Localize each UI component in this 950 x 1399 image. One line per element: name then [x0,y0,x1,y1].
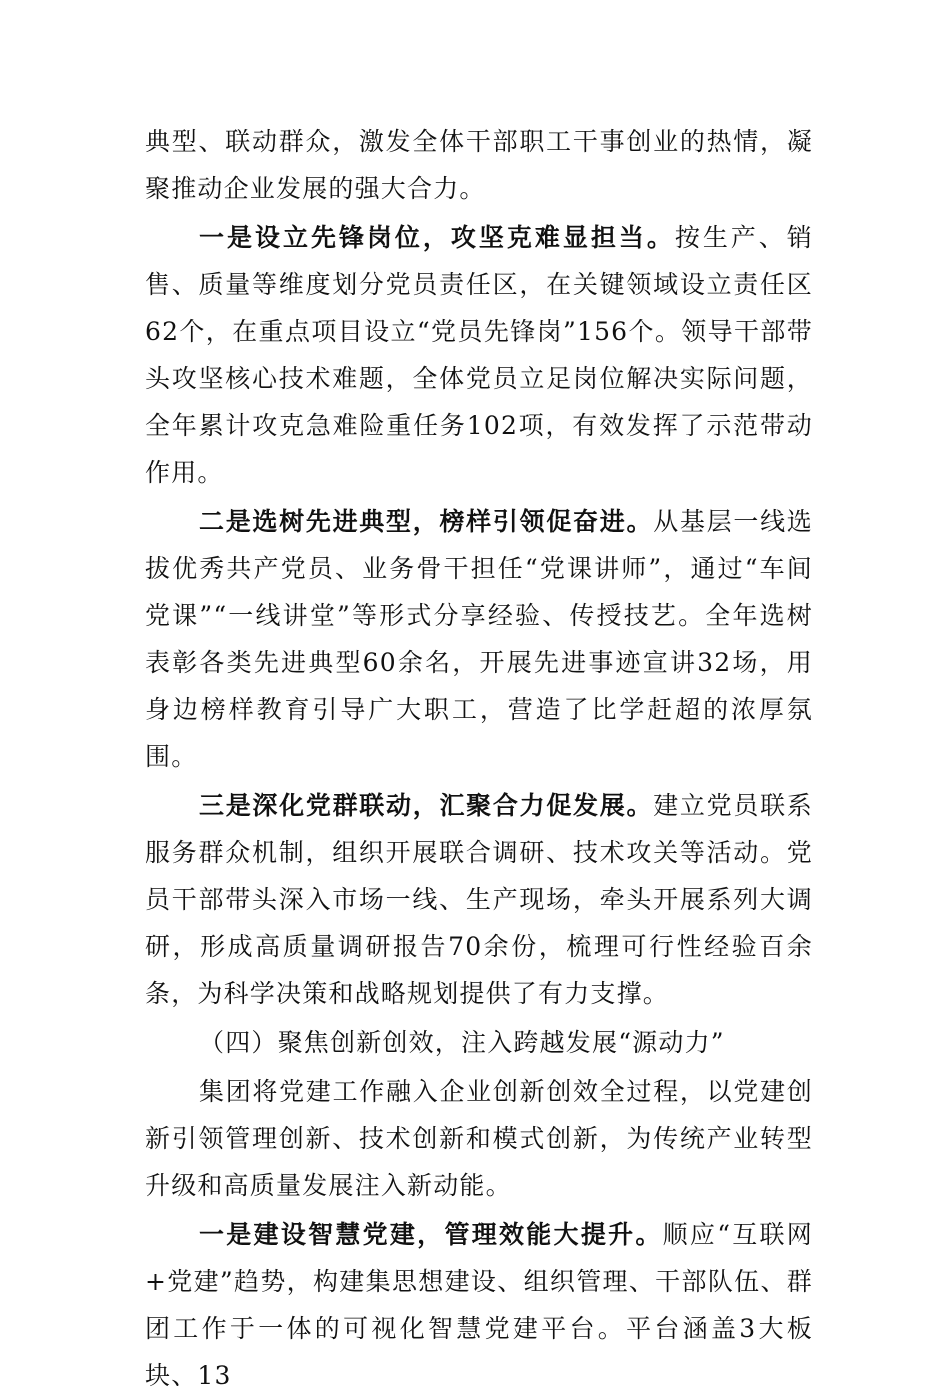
paragraph-lead: 三是深化党群联动，汇聚合力促发展。 [199,791,654,820]
paragraph-continuation [145,118,813,212]
paragraph-text: 顺应“互联网+党建”趋势，构建集思想建设、组织管理、干部队伍、群团工作于一体的可视化智慧党建平台。平台涵盖3大板块、13 [145,1220,814,1390]
paragraph-smart-party-building [145,1211,813,1399]
paragraph-text: 建立党员联系服务群众机制，组织开展联合调研、技术攻关等活动。党员干部带头深入市场一线、生产现场，牵头开展系列大调研，形成高质量调研报告70余份，梳理可行性经验百余条，为科学决策和战略规划提供了有力支撑。 [145,791,814,1008]
paragraph-lead: 一是设立先锋岗位，攻坚克难显担当。 [199,223,675,252]
paragraph-lead: 一是建设智慧党建，管理效能大提升。 [199,1220,663,1249]
paragraph-innovation-intro [145,1068,813,1209]
section-heading-text: （四）聚焦创新创效，注入跨越发展“源动力” [199,1028,725,1057]
paragraph-text: 从基层一线选拔优秀共产党员、业务骨干担任“党课讲师”，通过“车间党课”“一线讲堂”等形式分享经验、传授技艺。全年选树表彰各类先进典型60余名，开展先进事迹宣讲32场，用身边榜样教育引导广大职工，营造了比学赶超的浓厚氛围。 [145,507,814,771]
document-body [145,118,813,1399]
paragraph-pioneer-posts [145,214,813,496]
paragraph-text: 典型、联动群众，激发全体干部职工干事创业的热情，凝聚推动企业发展的强大合力。 [145,127,813,203]
section-heading [145,1019,813,1066]
paragraph-advanced-models [145,498,813,780]
paragraph-lead: 二是选树先进典型，榜样引领促奋进。 [199,507,654,536]
paragraph-party-mass-linkage [145,782,813,1017]
paragraph-text: 集团将党建工作融入企业创新创效全过程，以党建创新引领管理创新、技术创新和模式创新，为传统产业转型升级和高质量发展注入新动能。 [145,1077,813,1200]
paragraph-text: 按生产、销售、质量等维度划分党员责任区，在关键领域设立责任区62个，在重点项目设立“党员先锋岗”156个。领导干部带头攻坚核心技术难题，全体党员立足岗位解决实际问题，全年累计攻克急难险重任务102项，有效发挥了示范带动作用。 [145,223,813,487]
